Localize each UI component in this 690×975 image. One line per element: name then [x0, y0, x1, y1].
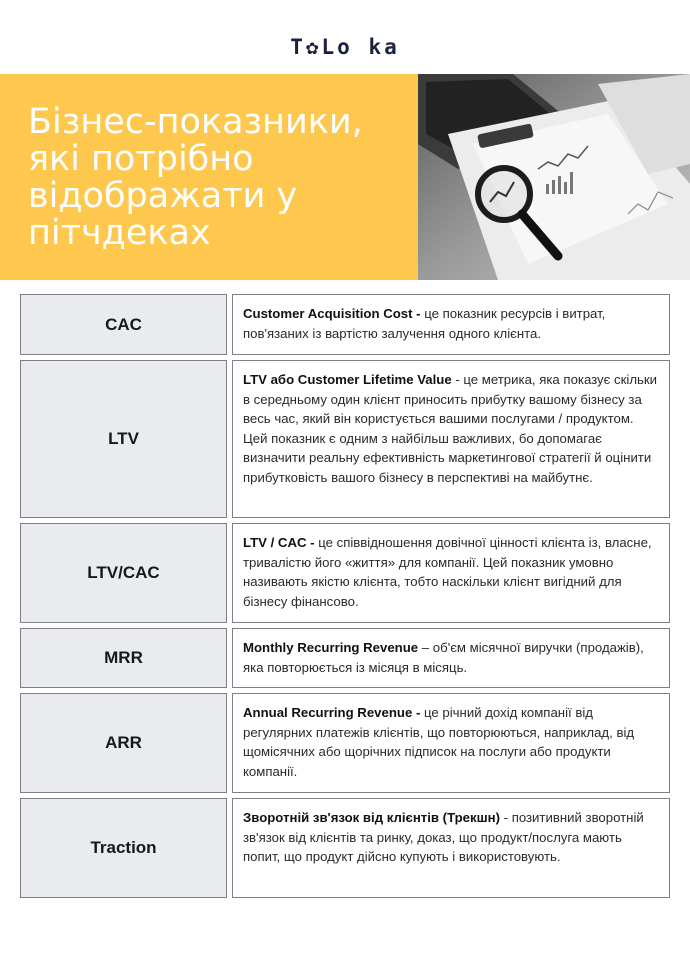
metric-term: ARR: [20, 693, 227, 793]
metric-term: LTV/CAC: [20, 523, 227, 623]
metric-term: CAC: [20, 294, 227, 355]
metric-definition: [232, 628, 670, 688]
metric-row-cac: [20, 294, 670, 355]
definition-text: це показник ресурсів і витрат, пов'язаних із вартістю залучення одного клієнта.: [243, 306, 606, 341]
metric-definition: [232, 360, 670, 518]
definition-title: LTV / CAC -: [243, 535, 315, 550]
metric-definition: [232, 693, 670, 793]
metric-term: MRR: [20, 628, 227, 688]
definition-text: - це метрика, яка показує скільки в середньому один клієнт приносить прибутку вашому бізнесу за весь час, який він користується вашими послугами / продуктом. Цей показник є одним з найбільш важливих, бо допомагає визначити реальну ефективність маркетингової стратегії й оцінити прибутковість вашого бізнесу в перспективі на майбутнє.: [243, 372, 658, 485]
definition-text: - позитивний зворотній зв'язок від клієнтів та ринку, доказ, що продукт/послуга мають попит, що продукт дійсно купують і використовують.: [243, 810, 644, 865]
definition-title: Monthly Recurring Revenue: [243, 640, 419, 655]
hero-photo-magnifier-icon: [418, 74, 690, 280]
metric-row-ltv-cac: [20, 523, 670, 623]
metric-definition: [232, 798, 670, 898]
definition-text: – об'єм місячної виручки (продажів), яка повторюється із місяця в місяць.: [243, 640, 644, 675]
definition-title: Customer Acquisition Cost -: [243, 306, 421, 321]
metric-row-arr: [20, 693, 670, 793]
definition-title: LTV або Customer Lifetime Value: [243, 372, 452, 387]
metric-definition: [232, 523, 670, 623]
metric-row-ltv: [20, 360, 670, 518]
metric-row-mrr: [20, 628, 670, 688]
hero-banner: [0, 74, 690, 280]
hero-yellow-panel: [0, 74, 418, 280]
definition-title: Зворотній зв'язок від клієнтів (Трекшн): [243, 810, 500, 825]
metric-term: Traction: [20, 798, 227, 898]
metric-definition: [232, 294, 670, 355]
toloka-logo: T✿Lo ka: [290, 35, 400, 59]
definition-text: це річний дохід компанії від регулярних платежів клієнтів, що повторюються, наприклад, від щомісячних або щорічних підписок на послуги або продукти компанії.: [243, 705, 635, 779]
metric-term: LTV: [20, 360, 227, 518]
page-title: Бізнес-показники, які потрібно відображати у пітчдеках: [28, 102, 363, 253]
definition-title: Annual Recurring Revenue -: [243, 705, 421, 720]
definition-text: це співвідношення довічної цінності клієнта із, власне, тривалістю його «життя» для компанії. Цей показник умовно називають якістю клієнта, тобто наскільки клієнт вигідний для бізнесу фінансово.: [243, 535, 652, 609]
metric-row-traction: [20, 798, 670, 898]
